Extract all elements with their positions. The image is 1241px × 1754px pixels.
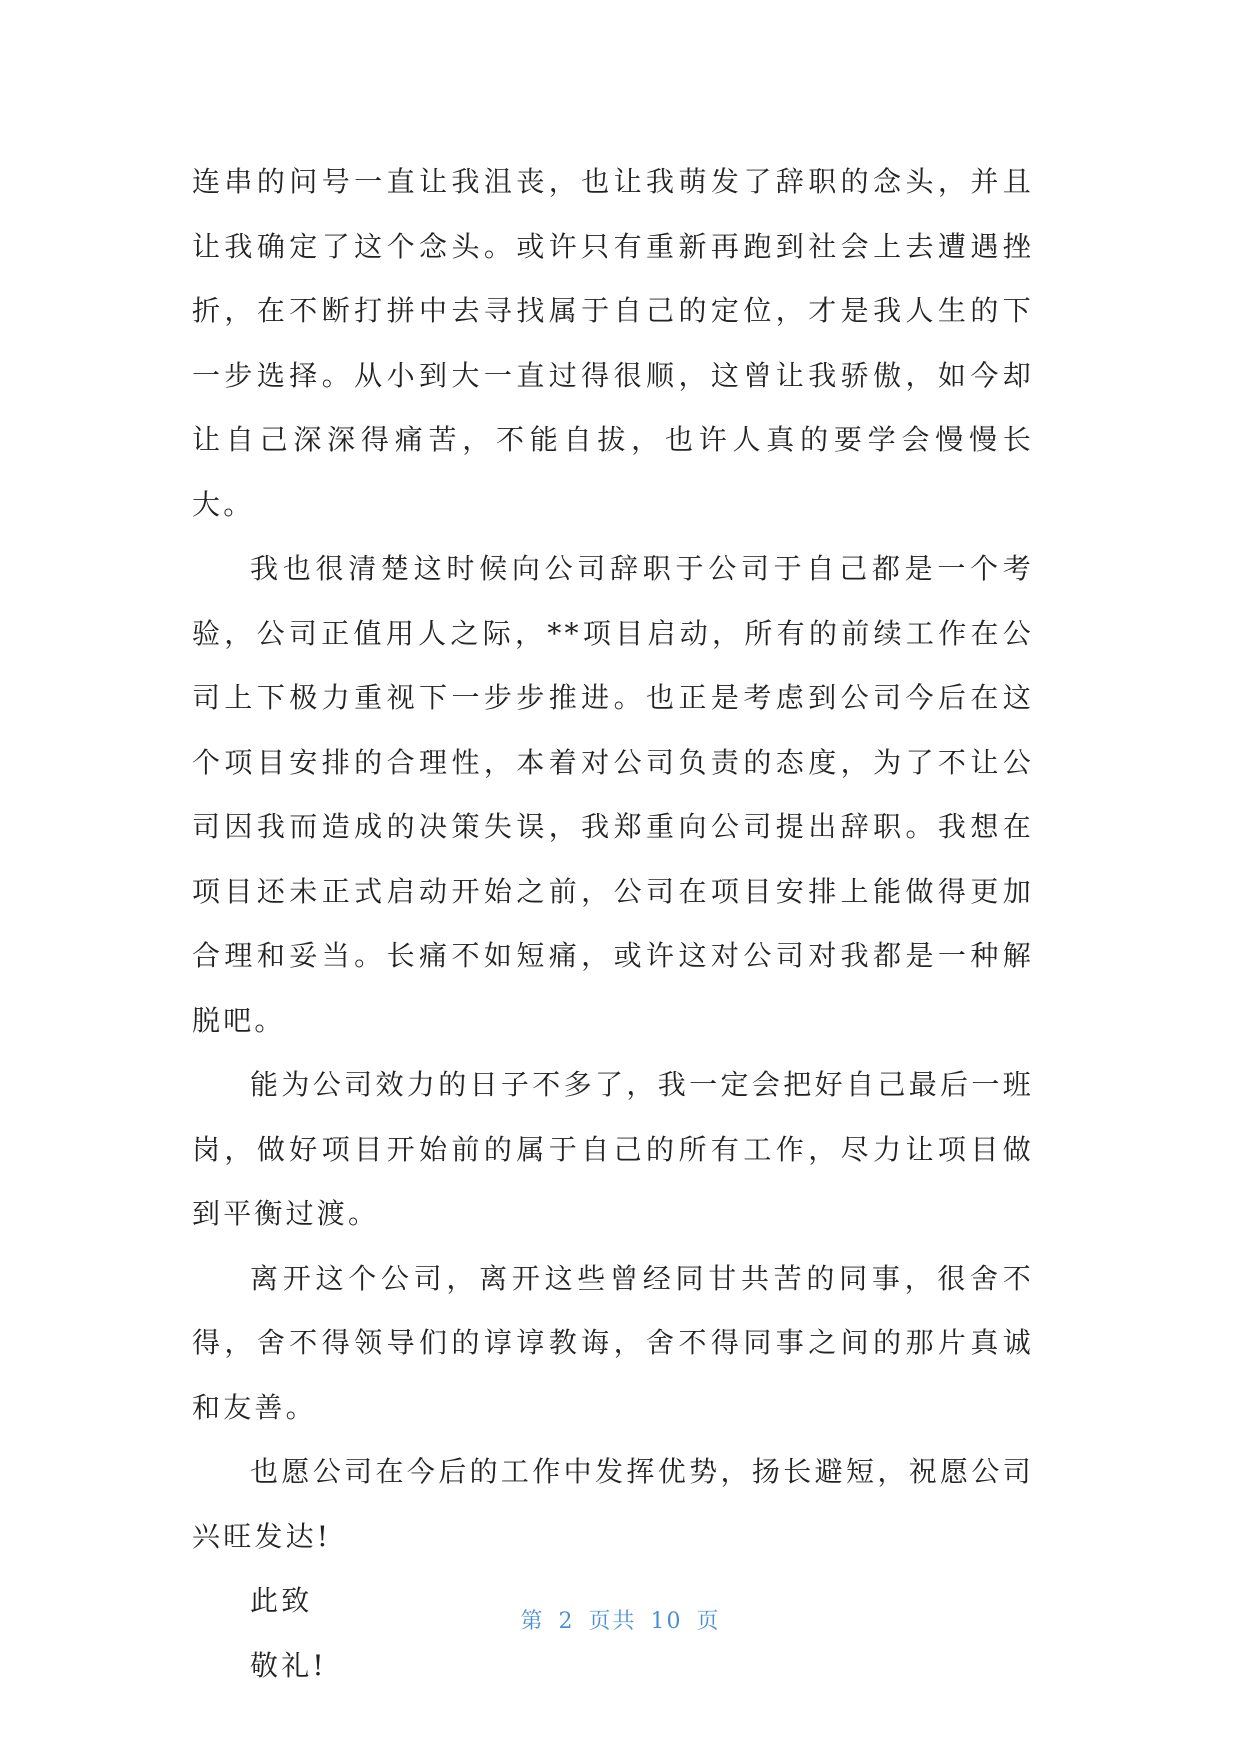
paragraph-farewell: 离开这个公司，离开这些曾经同甘共苦的同事，很舍不得，舍不得领导们的谆谆教诲，舍不得同事之间的那片真诚和友善。: [192, 1261, 1034, 1424]
paragraph-continuation: 连串的问号一直让我沮丧，也让我萌发了辞职的念头，并且让我确定了这个念头。或许只有重新再跑到社会上去遭遇挫折，在不断打拼中去寻找属于自己的定位，才是我人生的下一步选择。从小到大一直过得很顺，这曾让我骄傲，如今却让自己深深得痛苦，不能自拔，也许人真的要学会慢慢长大。: [192, 165, 1034, 521]
footer-prefix: 第: [520, 1609, 545, 1634]
closing-salutation: 此致: [250, 1584, 313, 1617]
closing-regards: 敬礼!: [250, 1648, 327, 1682]
paragraph-resignation-reason: 我也很清楚这时候向公司辞职于公司于自己都是一个考验，公司正值用人之际，**项目启动，所有的前续工作在公司上下极力重视下一步步推进。也正是考虑到公司今后在这个项目安排的合理性，本着对公司负责的态度，为了不让公司因我而造成的决策失误，我郑重向公司提出辞职。我想在项目还未正式启动开始之前，公司在项目安排上能做得更加合理和妥当。长痛不如短痛，或许这对公司对我都是一种解脱吧。: [192, 552, 1034, 1037]
letter-body: [192, 150, 1034, 1698]
paragraph-wishes: 也愿公司在今后的工作中发挥优势，扬长避短，祝愿公司兴旺发达!: [192, 1455, 1034, 1553]
paragraph-remaining-duty: 能为公司效力的日子不多了，我一定会把好自己最后一班岗，做好项目开始前的属于自己的所有工作，尽力让项目做到平衡过渡。: [192, 1068, 1034, 1230]
page-footer: [0, 1604, 1241, 1635]
footer-middle: 页共: [588, 1609, 637, 1634]
footer-suffix: 页: [696, 1609, 721, 1634]
current-page-number: 2: [558, 1609, 575, 1634]
total-page-count: 10: [650, 1609, 683, 1634]
